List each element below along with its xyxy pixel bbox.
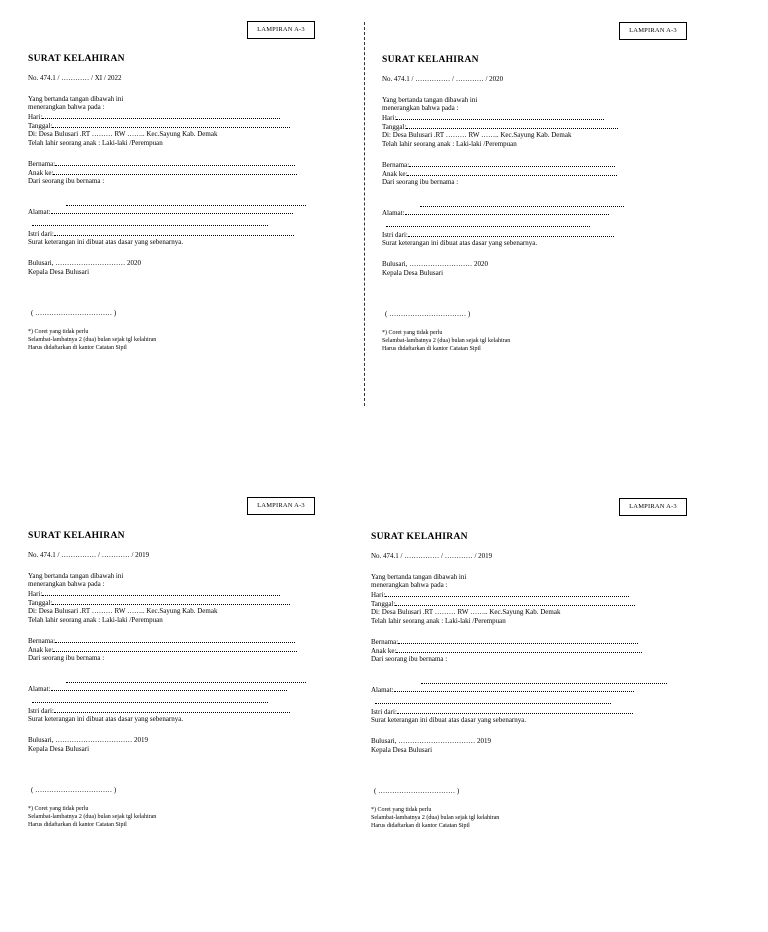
form-number: No. 474.1 / ………… / XI / 2022 [28, 74, 122, 82]
tanggal-field [28, 121, 290, 130]
dotted-line [51, 684, 287, 691]
gender-line: Telah lahir seorang anak : Laki-laki /Perempuan [28, 139, 163, 147]
tanggal-label: Tanggal: [382, 123, 407, 131]
signature-line: ( …………………………… ) [374, 787, 460, 795]
tanggal-field [28, 598, 290, 607]
gender-line: Telah lahir seorang anak : Laki-laki /Perempuan [382, 140, 517, 148]
kepala-desa: Kepala Desa Bulusari [371, 746, 433, 754]
bernama-field [28, 636, 295, 645]
anak-ke-label: Anak ke: [28, 646, 54, 654]
dotted-line [405, 208, 609, 215]
note: Selambat-lambatnya 2 (dua) bulan sejak tgl kelahiran [28, 814, 157, 820]
form-title: SURAT KELAHIRAN [28, 54, 125, 64]
tanggal-label: Tanggal: [371, 600, 396, 608]
istri-field [382, 230, 614, 239]
anak-ke-label: Anak ke: [28, 169, 54, 177]
dotted-line [394, 685, 634, 692]
dotted-line [42, 589, 280, 596]
alamat-field [28, 684, 287, 693]
form-title: SURAT KELAHIRAN [382, 55, 479, 65]
tanggal-field [371, 599, 635, 608]
dashed-divider [364, 22, 365, 406]
alamat-field [382, 208, 609, 217]
place-date: Bulusari, …………………………… 2019 [371, 737, 491, 745]
istri-label: Istri dari: [382, 231, 408, 239]
dotted-line [406, 122, 618, 129]
hari-label: Hari: [28, 590, 43, 598]
lampiran-label: LAMPIRAN A-3 [247, 497, 315, 515]
note: Harus didaftarkan di kantor Catatan Sipil [28, 345, 127, 351]
dotted-line [407, 169, 617, 176]
signature-line: ( …………………………… ) [31, 786, 117, 794]
hari-field [28, 112, 280, 121]
lampiran-label: LAMPIRAN A-3 [619, 498, 687, 516]
signature-line: ( …………………………… ) [31, 309, 117, 317]
dotted-line [53, 645, 297, 652]
dotted-line [375, 697, 611, 706]
hari-label: Hari: [371, 591, 386, 599]
anak-ke-field [28, 168, 297, 177]
note: Selambat-lambatnya 2 (dua) bulan sejak tgl kelahiran [371, 815, 500, 821]
anak-ke-label: Anak ke: [382, 170, 408, 178]
place-date: Bulusari, …………………………… 2019 [28, 736, 148, 744]
dotted-line [55, 636, 295, 643]
lampiran-label: LAMPIRAN A-3 [619, 22, 687, 40]
anak-ke-field [28, 645, 297, 654]
dotted-line [397, 707, 633, 714]
signature-line: ( …………………………… ) [385, 310, 471, 318]
alamat-label: Alamat: [28, 208, 51, 216]
dotted-line [51, 207, 293, 214]
dotted-line [53, 168, 297, 175]
note: *) Coret yang tidak perlu [28, 329, 89, 335]
statement-line: menerangkan bahwa pada : [371, 581, 448, 589]
note: Harus didaftarkan di kantor Catatan Sipil [28, 822, 127, 828]
istri-label: Istri dari: [28, 707, 54, 715]
gender-line: Telah lahir seorang anak : Laki-laki /Perempuan [371, 617, 506, 625]
bernama-field [28, 159, 295, 168]
statement-line: menerangkan bahwa pada : [28, 103, 105, 111]
dotted-line [32, 696, 268, 705]
hari-label: Hari: [28, 113, 43, 121]
dotted-line [409, 160, 615, 167]
bernama-field [382, 160, 615, 169]
dotted-line [398, 637, 638, 644]
keterangan-line: Surat keterangan ini dibuat atas dasar yang sebenarnya. [371, 716, 527, 724]
istri-field [371, 707, 633, 716]
dotted-line [385, 590, 629, 597]
keterangan-line: Surat keterangan ini dibuat atas dasar yang sebenarnya. [28, 238, 184, 246]
bernama-label: Bernama: [28, 160, 56, 168]
keterangan-line: Surat keterangan ini dibuat atas dasar yang sebenarnya. [28, 715, 184, 723]
dotted-line [55, 159, 295, 166]
dotted-line [408, 230, 614, 237]
anak-ke-field [382, 169, 617, 178]
dotted-line [54, 229, 294, 236]
statement-line: Yang bertanda tangan dibawah ini [371, 573, 467, 581]
hari-field [382, 113, 604, 122]
form-number: No. 474.1 / …………… / ………… / 2019 [28, 551, 150, 559]
location-line: Di: Desa Bulusari .RT ……… RW …….. Kec.Sayung Kab. Demak [28, 130, 218, 138]
note: Harus didaftarkan di kantor Catatan Sipil [382, 346, 481, 352]
statement-line: Yang bertanda tangan dibawah ini [28, 572, 124, 580]
lampiran-label: LAMPIRAN A-3 [247, 21, 315, 39]
place-date: Bulusari, ……………………… 2020 [382, 260, 488, 268]
note: Selambat-lambatnya 2 (dua) bulan sejak tgl kelahiran [28, 337, 157, 343]
gender-line: Telah lahir seorang anak : Laki-laki /Perempuan [28, 616, 163, 624]
keterangan-line: Surat keterangan ini dibuat atas dasar yang sebenarnya. [382, 239, 538, 247]
kepala-desa: Kepala Desa Bulusari [28, 745, 90, 753]
istri-field [28, 229, 294, 238]
statement-line: menerangkan bahwa pada : [28, 580, 105, 588]
note: *) Coret yang tidak perlu [28, 806, 89, 812]
note: *) Coret yang tidak perlu [382, 330, 443, 336]
bernama-label: Bernama: [28, 637, 56, 645]
alamat-label: Alamat: [382, 209, 405, 217]
istri-field [28, 706, 290, 715]
tanggal-field [382, 122, 618, 131]
location-line: Di: Desa Bulusari .RT ……… RW …….. Kec.Sayung Kab. Demak [382, 131, 572, 139]
place-date: Bulusari, ………………………… 2020 [28, 259, 141, 267]
alamat-label: Alamat: [28, 685, 51, 693]
istri-label: Istri dari: [371, 708, 397, 716]
dotted-line [386, 220, 590, 229]
anak-ke-field [371, 646, 642, 655]
ibu-line: Dari seorang ibu bernama : [28, 177, 105, 185]
dotted-line [52, 598, 290, 605]
alamat-field [371, 685, 634, 694]
anak-ke-label: Anak ke: [371, 647, 397, 655]
statement-line: menerangkan bahwa pada : [382, 104, 459, 112]
statement-line: Yang bertanda tangan dibawah ini [382, 96, 478, 104]
bernama-label: Bernama: [371, 638, 399, 646]
hari-label: Hari: [382, 114, 397, 122]
dotted-line [54, 706, 290, 713]
location-line: Di: Desa Bulusari .RT ……… RW …….. Kec.Sayung Kab. Demak [371, 608, 561, 616]
tanggal-label: Tanggal: [28, 122, 53, 130]
dotted-line [396, 646, 642, 653]
note: Selambat-lambatnya 2 (dua) bulan sejak tgl kelahiran [382, 338, 511, 344]
note: Harus didaftarkan di kantor Catatan Sipil [371, 823, 470, 829]
form-title: SURAT KELAHIRAN [371, 532, 468, 542]
dotted-line [52, 121, 290, 128]
ibu-line: Dari seorang ibu bernama : [382, 178, 459, 186]
dotted-line [42, 112, 280, 119]
dotted-line [396, 113, 604, 120]
bernama-field [371, 637, 638, 646]
form-title: SURAT KELAHIRAN [28, 531, 125, 541]
alamat-label: Alamat: [371, 686, 394, 694]
alamat-field [28, 207, 293, 216]
tanggal-label: Tanggal: [28, 599, 53, 607]
ibu-line: Dari seorang ibu bernama : [28, 654, 105, 662]
kepala-desa: Kepala Desa Bulusari [28, 268, 90, 276]
note: *) Coret yang tidak perlu [371, 807, 432, 813]
location-line: Di: Desa Bulusari .RT ……… RW …….. Kec.Sayung Kab. Demak [28, 607, 218, 615]
form-number: No. 474.1 / …………… / ………… / 2020 [382, 75, 504, 83]
dotted-line [32, 219, 268, 228]
form-number: No. 474.1 / …………… / ………… / 2019 [371, 552, 493, 560]
kepala-desa: Kepala Desa Bulusari [382, 269, 444, 277]
statement-line: Yang bertanda tangan dibawah ini [28, 95, 124, 103]
bernama-label: Bernama: [382, 161, 410, 169]
dotted-line [395, 599, 635, 606]
hari-field [28, 589, 280, 598]
ibu-line: Dari seorang ibu bernama : [371, 655, 448, 663]
hari-field [371, 590, 629, 599]
istri-label: Istri dari: [28, 230, 54, 238]
